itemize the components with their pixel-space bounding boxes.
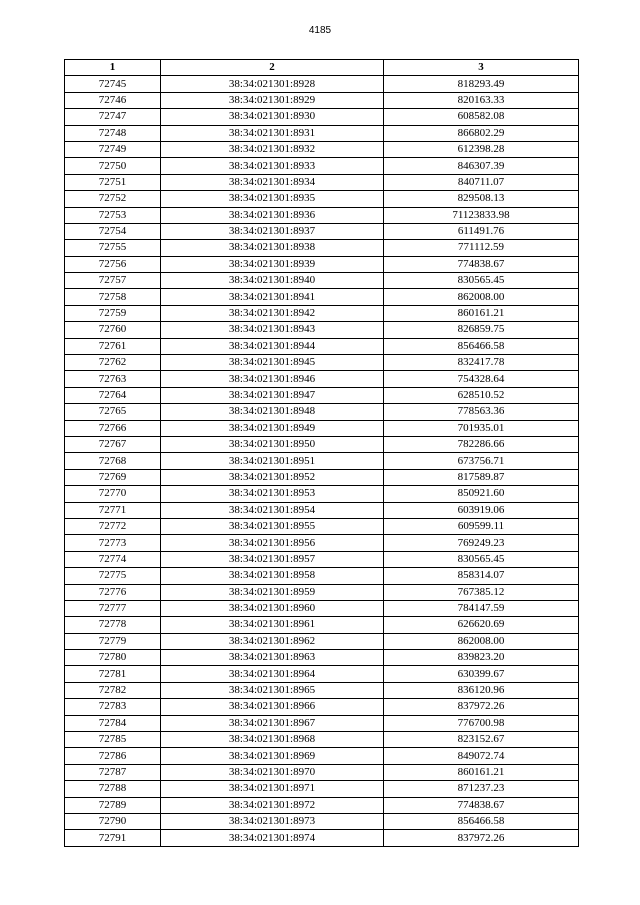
value-cell: 860161.21	[384, 305, 579, 321]
table-row	[65, 715, 579, 731]
table-row	[65, 125, 579, 141]
cadastral-number-cell: 38:34:021301:8946	[161, 371, 384, 387]
row-number-cell: 72776	[65, 584, 161, 600]
row-number-cell: 72789	[65, 797, 161, 813]
row-number-cell: 72768	[65, 453, 161, 469]
row-number-cell: 72778	[65, 617, 161, 633]
row-number-cell: 72765	[65, 404, 161, 420]
table-header	[65, 60, 579, 76]
row-number-cell: 72758	[65, 289, 161, 305]
value-cell: 839823.20	[384, 650, 579, 666]
value-cell: 774838.67	[384, 256, 579, 272]
column-header-2: 2	[161, 60, 384, 76]
value-cell: 612398.28	[384, 141, 579, 157]
table-row	[65, 453, 579, 469]
value-cell: 837972.26	[384, 699, 579, 715]
cadastral-number-cell: 38:34:021301:8928	[161, 76, 384, 92]
row-number-cell: 72780	[65, 650, 161, 666]
row-number-cell: 72774	[65, 551, 161, 567]
value-cell: 836120.96	[384, 682, 579, 698]
table-row	[65, 650, 579, 666]
row-number-cell: 72769	[65, 469, 161, 485]
table-row	[65, 732, 579, 748]
cadastral-number-cell: 38:34:021301:8931	[161, 125, 384, 141]
table-row	[65, 371, 579, 387]
cadastral-number-cell: 38:34:021301:8953	[161, 486, 384, 502]
registry-table	[64, 59, 579, 847]
value-cell: 837972.26	[384, 830, 579, 846]
value-cell: 71123833.98	[384, 207, 579, 223]
row-number-cell: 72771	[65, 502, 161, 518]
cadastral-number-cell: 38:34:021301:8966	[161, 699, 384, 715]
row-number-cell: 72784	[65, 715, 161, 731]
table-row	[65, 551, 579, 567]
cadastral-number-cell: 38:34:021301:8930	[161, 109, 384, 125]
value-cell: 608582.08	[384, 109, 579, 125]
table-row	[65, 600, 579, 616]
value-cell: 782286.66	[384, 436, 579, 452]
cadastral-number-cell: 38:34:021301:8965	[161, 682, 384, 698]
value-cell: 771112.59	[384, 240, 579, 256]
value-cell: 849072.74	[384, 748, 579, 764]
row-number-cell: 72748	[65, 125, 161, 141]
value-cell: 856466.58	[384, 338, 579, 354]
cadastral-number-cell: 38:34:021301:8939	[161, 256, 384, 272]
cadastral-number-cell: 38:34:021301:8933	[161, 158, 384, 174]
row-number-cell: 72788	[65, 781, 161, 797]
row-number-cell: 72755	[65, 240, 161, 256]
row-number-cell: 72759	[65, 305, 161, 321]
table-row	[65, 633, 579, 649]
row-number-cell: 72750	[65, 158, 161, 174]
table-row	[65, 813, 579, 829]
cadastral-number-cell: 38:34:021301:8973	[161, 813, 384, 829]
cadastral-number-cell: 38:34:021301:8974	[161, 830, 384, 846]
row-number-cell: 72779	[65, 633, 161, 649]
value-cell: 603919.06	[384, 502, 579, 518]
cadastral-number-cell: 38:34:021301:8943	[161, 322, 384, 338]
value-cell: 826859.75	[384, 322, 579, 338]
cadastral-number-cell: 38:34:021301:8929	[161, 92, 384, 108]
row-number-cell: 72770	[65, 486, 161, 502]
value-cell: 769249.23	[384, 535, 579, 551]
row-number-cell: 72757	[65, 273, 161, 289]
row-number-cell: 72775	[65, 568, 161, 584]
cadastral-number-cell: 38:34:021301:8935	[161, 191, 384, 207]
table-row	[65, 748, 579, 764]
row-number-cell: 72762	[65, 355, 161, 371]
row-number-cell: 72756	[65, 256, 161, 272]
value-cell: 858314.07	[384, 568, 579, 584]
table-row	[65, 387, 579, 403]
cadastral-number-cell: 38:34:021301:8968	[161, 732, 384, 748]
value-cell: 850921.60	[384, 486, 579, 502]
column-header-1: 1	[65, 60, 161, 76]
value-cell: 832417.78	[384, 355, 579, 371]
table-row	[65, 420, 579, 436]
row-number-cell: 72761	[65, 338, 161, 354]
value-cell: 673756.71	[384, 453, 579, 469]
table-row	[65, 158, 579, 174]
table-body	[65, 76, 579, 846]
row-number-cell: 72772	[65, 518, 161, 534]
table-row	[65, 518, 579, 534]
cadastral-number-cell: 38:34:021301:8967	[161, 715, 384, 731]
row-number-cell: 72782	[65, 682, 161, 698]
cadastral-number-cell: 38:34:021301:8954	[161, 502, 384, 518]
cadastral-number-cell: 38:34:021301:8963	[161, 650, 384, 666]
row-number-cell: 72790	[65, 813, 161, 829]
row-number-cell: 72752	[65, 191, 161, 207]
cadastral-number-cell: 38:34:021301:8969	[161, 748, 384, 764]
cadastral-number-cell: 38:34:021301:8947	[161, 387, 384, 403]
cadastral-number-cell: 38:34:021301:8937	[161, 223, 384, 239]
table-row	[65, 256, 579, 272]
table-row	[65, 240, 579, 256]
value-cell: 862008.00	[384, 633, 579, 649]
row-number-cell: 72781	[65, 666, 161, 682]
value-cell: 609599.11	[384, 518, 579, 534]
cadastral-number-cell: 38:34:021301:8960	[161, 600, 384, 616]
row-number-cell: 72786	[65, 748, 161, 764]
table-row	[65, 699, 579, 715]
row-number-cell: 72754	[65, 223, 161, 239]
cadastral-number-cell: 38:34:021301:8940	[161, 273, 384, 289]
row-number-cell: 72760	[65, 322, 161, 338]
cadastral-number-cell: 38:34:021301:8944	[161, 338, 384, 354]
table-row	[65, 322, 579, 338]
cadastral-number-cell: 38:34:021301:8956	[161, 535, 384, 551]
value-cell: 774838.67	[384, 797, 579, 813]
cadastral-number-cell: 38:34:021301:8961	[161, 617, 384, 633]
cadastral-number-cell: 38:34:021301:8950	[161, 436, 384, 452]
cadastral-number-cell: 38:34:021301:8952	[161, 469, 384, 485]
value-cell: 840711.07	[384, 174, 579, 190]
table-row	[65, 469, 579, 485]
value-cell: 871237.23	[384, 781, 579, 797]
value-cell: 626620.69	[384, 617, 579, 633]
table-row	[65, 191, 579, 207]
page-number: 4185	[308, 25, 332, 36]
table-row	[65, 486, 579, 502]
value-cell: 611491.76	[384, 223, 579, 239]
value-cell: 820163.33	[384, 92, 579, 108]
row-number-cell: 72783	[65, 699, 161, 715]
row-number-cell: 72766	[65, 420, 161, 436]
table-row	[65, 76, 579, 92]
cadastral-number-cell: 38:34:021301:8971	[161, 781, 384, 797]
cadastral-number-cell: 38:34:021301:8934	[161, 174, 384, 190]
cadastral-number-cell: 38:34:021301:8938	[161, 240, 384, 256]
cadastral-number-cell: 38:34:021301:8949	[161, 420, 384, 436]
value-cell: 829508.13	[384, 191, 579, 207]
value-cell: 830565.45	[384, 551, 579, 567]
row-number-cell: 72763	[65, 371, 161, 387]
row-number-cell: 72785	[65, 732, 161, 748]
cadastral-number-cell: 38:34:021301:8936	[161, 207, 384, 223]
cadastral-number-cell: 38:34:021301:8958	[161, 568, 384, 584]
row-number-cell: 72753	[65, 207, 161, 223]
table-row	[65, 682, 579, 698]
header-row	[65, 60, 579, 76]
value-cell: 830565.45	[384, 273, 579, 289]
row-number-cell: 72746	[65, 92, 161, 108]
value-cell: 817589.87	[384, 469, 579, 485]
value-cell: 862008.00	[384, 289, 579, 305]
table-row	[65, 141, 579, 157]
value-cell: 823152.67	[384, 732, 579, 748]
table-row	[65, 436, 579, 452]
row-number-cell: 72745	[65, 76, 161, 92]
table-row	[65, 535, 579, 551]
table-row	[65, 568, 579, 584]
value-cell: 860161.21	[384, 764, 579, 780]
value-cell: 856466.58	[384, 813, 579, 829]
row-number-cell: 72791	[65, 830, 161, 846]
table-row	[65, 109, 579, 125]
table-row	[65, 92, 579, 108]
cadastral-number-cell: 38:34:021301:8941	[161, 289, 384, 305]
cadastral-number-cell: 38:34:021301:8951	[161, 453, 384, 469]
table-row	[65, 797, 579, 813]
cadastral-number-cell: 38:34:021301:8948	[161, 404, 384, 420]
table-row	[65, 273, 579, 289]
value-cell: 784147.59	[384, 600, 579, 616]
cadastral-number-cell: 38:34:021301:8945	[161, 355, 384, 371]
row-number-cell: 72773	[65, 535, 161, 551]
value-cell: 767385.12	[384, 584, 579, 600]
cadastral-number-cell: 38:34:021301:8957	[161, 551, 384, 567]
table-row	[65, 207, 579, 223]
cadastral-number-cell: 38:34:021301:8955	[161, 518, 384, 534]
column-header-3: 3	[384, 60, 579, 76]
value-cell: 776700.98	[384, 715, 579, 731]
value-cell: 701935.01	[384, 420, 579, 436]
cadastral-number-cell: 38:34:021301:8932	[161, 141, 384, 157]
value-cell: 818293.49	[384, 76, 579, 92]
table-row	[65, 617, 579, 633]
table-row	[65, 666, 579, 682]
row-number-cell: 72764	[65, 387, 161, 403]
row-number-cell: 72767	[65, 436, 161, 452]
table-row	[65, 289, 579, 305]
value-cell: 628510.52	[384, 387, 579, 403]
table-row	[65, 830, 579, 846]
row-number-cell: 72777	[65, 600, 161, 616]
cadastral-number-cell: 38:34:021301:8962	[161, 633, 384, 649]
table-row	[65, 781, 579, 797]
row-number-cell: 72787	[65, 764, 161, 780]
table-row	[65, 502, 579, 518]
table-row	[65, 764, 579, 780]
table-row	[65, 338, 579, 354]
table-row	[65, 223, 579, 239]
value-cell: 778563.36	[384, 404, 579, 420]
cadastral-number-cell: 38:34:021301:8959	[161, 584, 384, 600]
table-row	[65, 584, 579, 600]
table-row	[65, 355, 579, 371]
cadastral-number-cell: 38:34:021301:8964	[161, 666, 384, 682]
table-row	[65, 174, 579, 190]
value-cell: 754328.64	[384, 371, 579, 387]
value-cell: 846307.39	[384, 158, 579, 174]
value-cell: 630399.67	[384, 666, 579, 682]
cadastral-number-cell: 38:34:021301:8942	[161, 305, 384, 321]
row-number-cell: 72751	[65, 174, 161, 190]
cadastral-number-cell: 38:34:021301:8972	[161, 797, 384, 813]
row-number-cell: 72747	[65, 109, 161, 125]
table-row	[65, 404, 579, 420]
cadastral-number-cell: 38:34:021301:8970	[161, 764, 384, 780]
value-cell: 866802.29	[384, 125, 579, 141]
row-number-cell: 72749	[65, 141, 161, 157]
table-row	[65, 305, 579, 321]
